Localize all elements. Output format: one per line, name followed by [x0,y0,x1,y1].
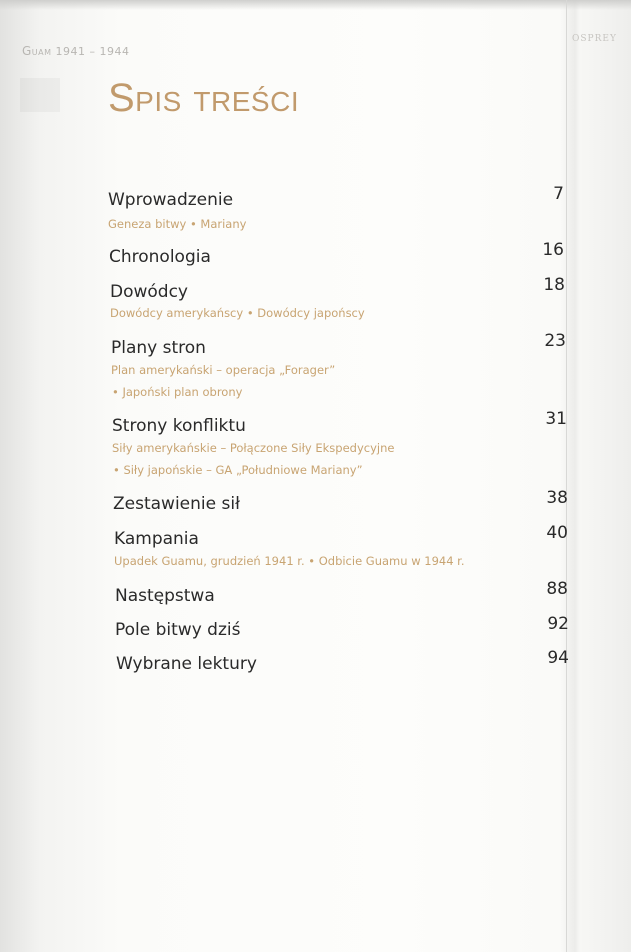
toc-heading: Dowódcy [110,282,188,302]
page-edge-line [566,0,567,952]
toc-heading: Następstwa [115,586,215,606]
toc-page-number: 23 [544,331,566,351]
toc-subtopics: Geneza bitwy • Mariany [108,217,247,231]
toc-heading: Chronologia [109,247,211,267]
toc-page-number: 31 [545,409,567,429]
toc-subtopics: Dowódcy amerykańscy • Dowódcy japońscy [110,306,365,320]
toc-page-number: 40 [546,523,568,543]
toc-page-number: 18 [543,275,565,295]
toc-page-number: 16 [542,240,564,260]
toc-subtopics: Upadek Guamu, grudzień 1941 r. • Odbicie Guamu w 1944 r. [114,554,465,568]
running-head-title: Guam [22,44,52,58]
toc-subtopics: Plan amerykański – operacja „Forager” [111,363,336,377]
toc-subtopics: • Siły japońskie – GA „Południowe Mariany” [113,463,363,477]
running-head [22,44,130,58]
running-head-years: 1941 – 1944 [55,45,130,58]
toc-heading: Zestawienie sił [113,494,240,514]
toc-heading: Kampania [114,529,199,549]
toc-page-number: 7 [553,184,564,204]
scan-top-shadow [0,0,631,10]
toc-heading: Plany stron [111,338,206,358]
bleed-through-mark [20,78,60,112]
toc-page-number: 94 [547,648,569,668]
toc-heading: Strony konfliktu [112,416,246,436]
toc-subtopics: • Japoński plan obrony [112,385,243,399]
toc-subtopics: Siły amerykańskie – Połączone Siły Ekspedycyjne [112,441,395,455]
toc-page-number: 38 [546,488,568,508]
toc-heading: Wprowadzenie [108,190,234,210]
toc-page-number: 88 [546,579,568,599]
publisher-logo: OSPREY [572,34,617,44]
toc-heading: Wybrane lektury [116,654,257,674]
page-title: Spis treści [108,76,300,120]
toc-heading: Pole bitwy dziś [115,620,241,640]
toc-page-number: 92 [547,614,569,634]
